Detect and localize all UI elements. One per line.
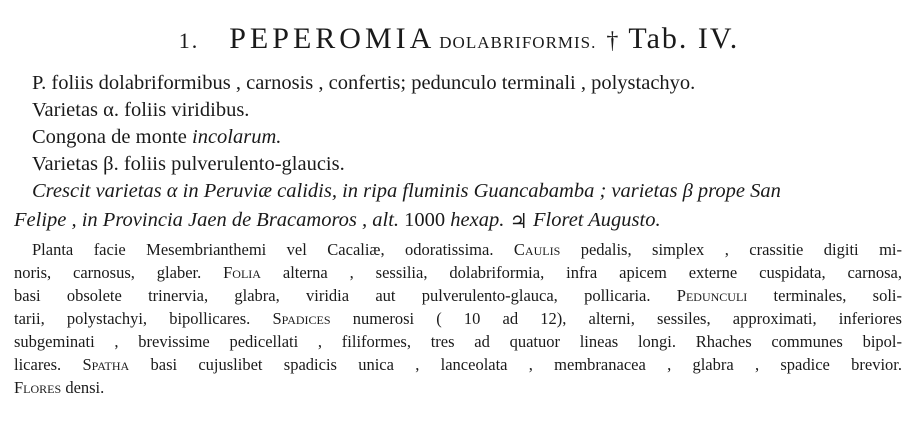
plate-reference: Tab. IV.: [628, 22, 740, 55]
variety-beta: Varietas β. foliis pulverulento-glaucis.: [32, 153, 345, 175]
dagger-mark: †: [606, 28, 621, 54]
description-line: [14, 378, 104, 398]
habitat-line-1: Crescit varietas α in Peruviæ calidis, in ripa fluminis Guancabamba ; varietas β prope San: [32, 180, 781, 202]
variety-alpha: Varietas α. foliis viridibus.: [32, 99, 250, 121]
description-text: basi obsolete trinervia, glabra, viridia aut pulverulento-glauca, pollicaria.: [14, 286, 677, 305]
description-line: [14, 332, 902, 352]
description-text: subgeminati , brevissime pedicellati , filiformes, tres ad quatuor lineas longi. Rhaches communes bipol-: [14, 332, 902, 351]
description-line: [14, 309, 902, 329]
description-text: Planta facie Mesembrianthemi vel Cacaliæ, odoratissima.: [32, 240, 514, 259]
description-line: [14, 286, 902, 306]
description-line: [14, 355, 902, 375]
description-text: basi cujuslibet spadicis unica , lanceolata , membranacea , glabra , spadice brevior.: [129, 355, 902, 374]
description-text: densi.: [61, 378, 105, 397]
description-line: [14, 263, 902, 283]
description-text: noris, carnosus, glaber.: [14, 263, 224, 282]
description-text: terminales, soli-: [747, 286, 903, 305]
description-line: [32, 240, 902, 260]
species-number: 1.: [178, 28, 200, 53]
diagnosis-line: P. foliis dolabriformibus , carnosis , confertis; pedunculo terminali , polystachyo.: [32, 72, 696, 94]
species-epithet: DOLABRIFORMIS.: [439, 33, 597, 52]
description-term: Pedunculi: [676, 286, 748, 305]
common-name: [32, 126, 281, 149]
altitude-value: 1000: [404, 209, 446, 231]
description-term: Flores: [14, 378, 62, 397]
habitat-line-2: [14, 207, 661, 232]
description-term: Folia: [223, 263, 261, 282]
common-name-italic: incolarum.: [192, 126, 282, 148]
species-heading: [0, 22, 918, 56]
description-term: Spadices: [272, 309, 331, 328]
description-term: Caulis: [513, 240, 561, 259]
common-name-text: Congona de monte: [32, 126, 192, 148]
description-text: numerosi ( 10 ad 12), alterni, sessiles, approximati, inferiores: [330, 309, 902, 328]
genus-name: PEPEROMIA: [229, 22, 436, 55]
habitat-locality: Felipe , in Provincia Jaen de Bracamoros , alt.: [14, 209, 405, 231]
description-text: licares.: [14, 355, 83, 374]
description-text: alterna , sessilia, dolabriformia, infra apicem externe cuspidata, carnosa,: [260, 263, 902, 282]
perennial-symbol: ♃: [509, 211, 528, 233]
description-term: Spatha: [82, 355, 130, 374]
altitude-unit: hexap.: [445, 209, 510, 231]
flowering-time: Floret Augusto.: [527, 209, 661, 231]
description-text: pedalis, simplex , crassitie digiti mi-: [560, 240, 902, 259]
description-text: tarii, polystachyi, bipollicares.: [14, 309, 273, 328]
